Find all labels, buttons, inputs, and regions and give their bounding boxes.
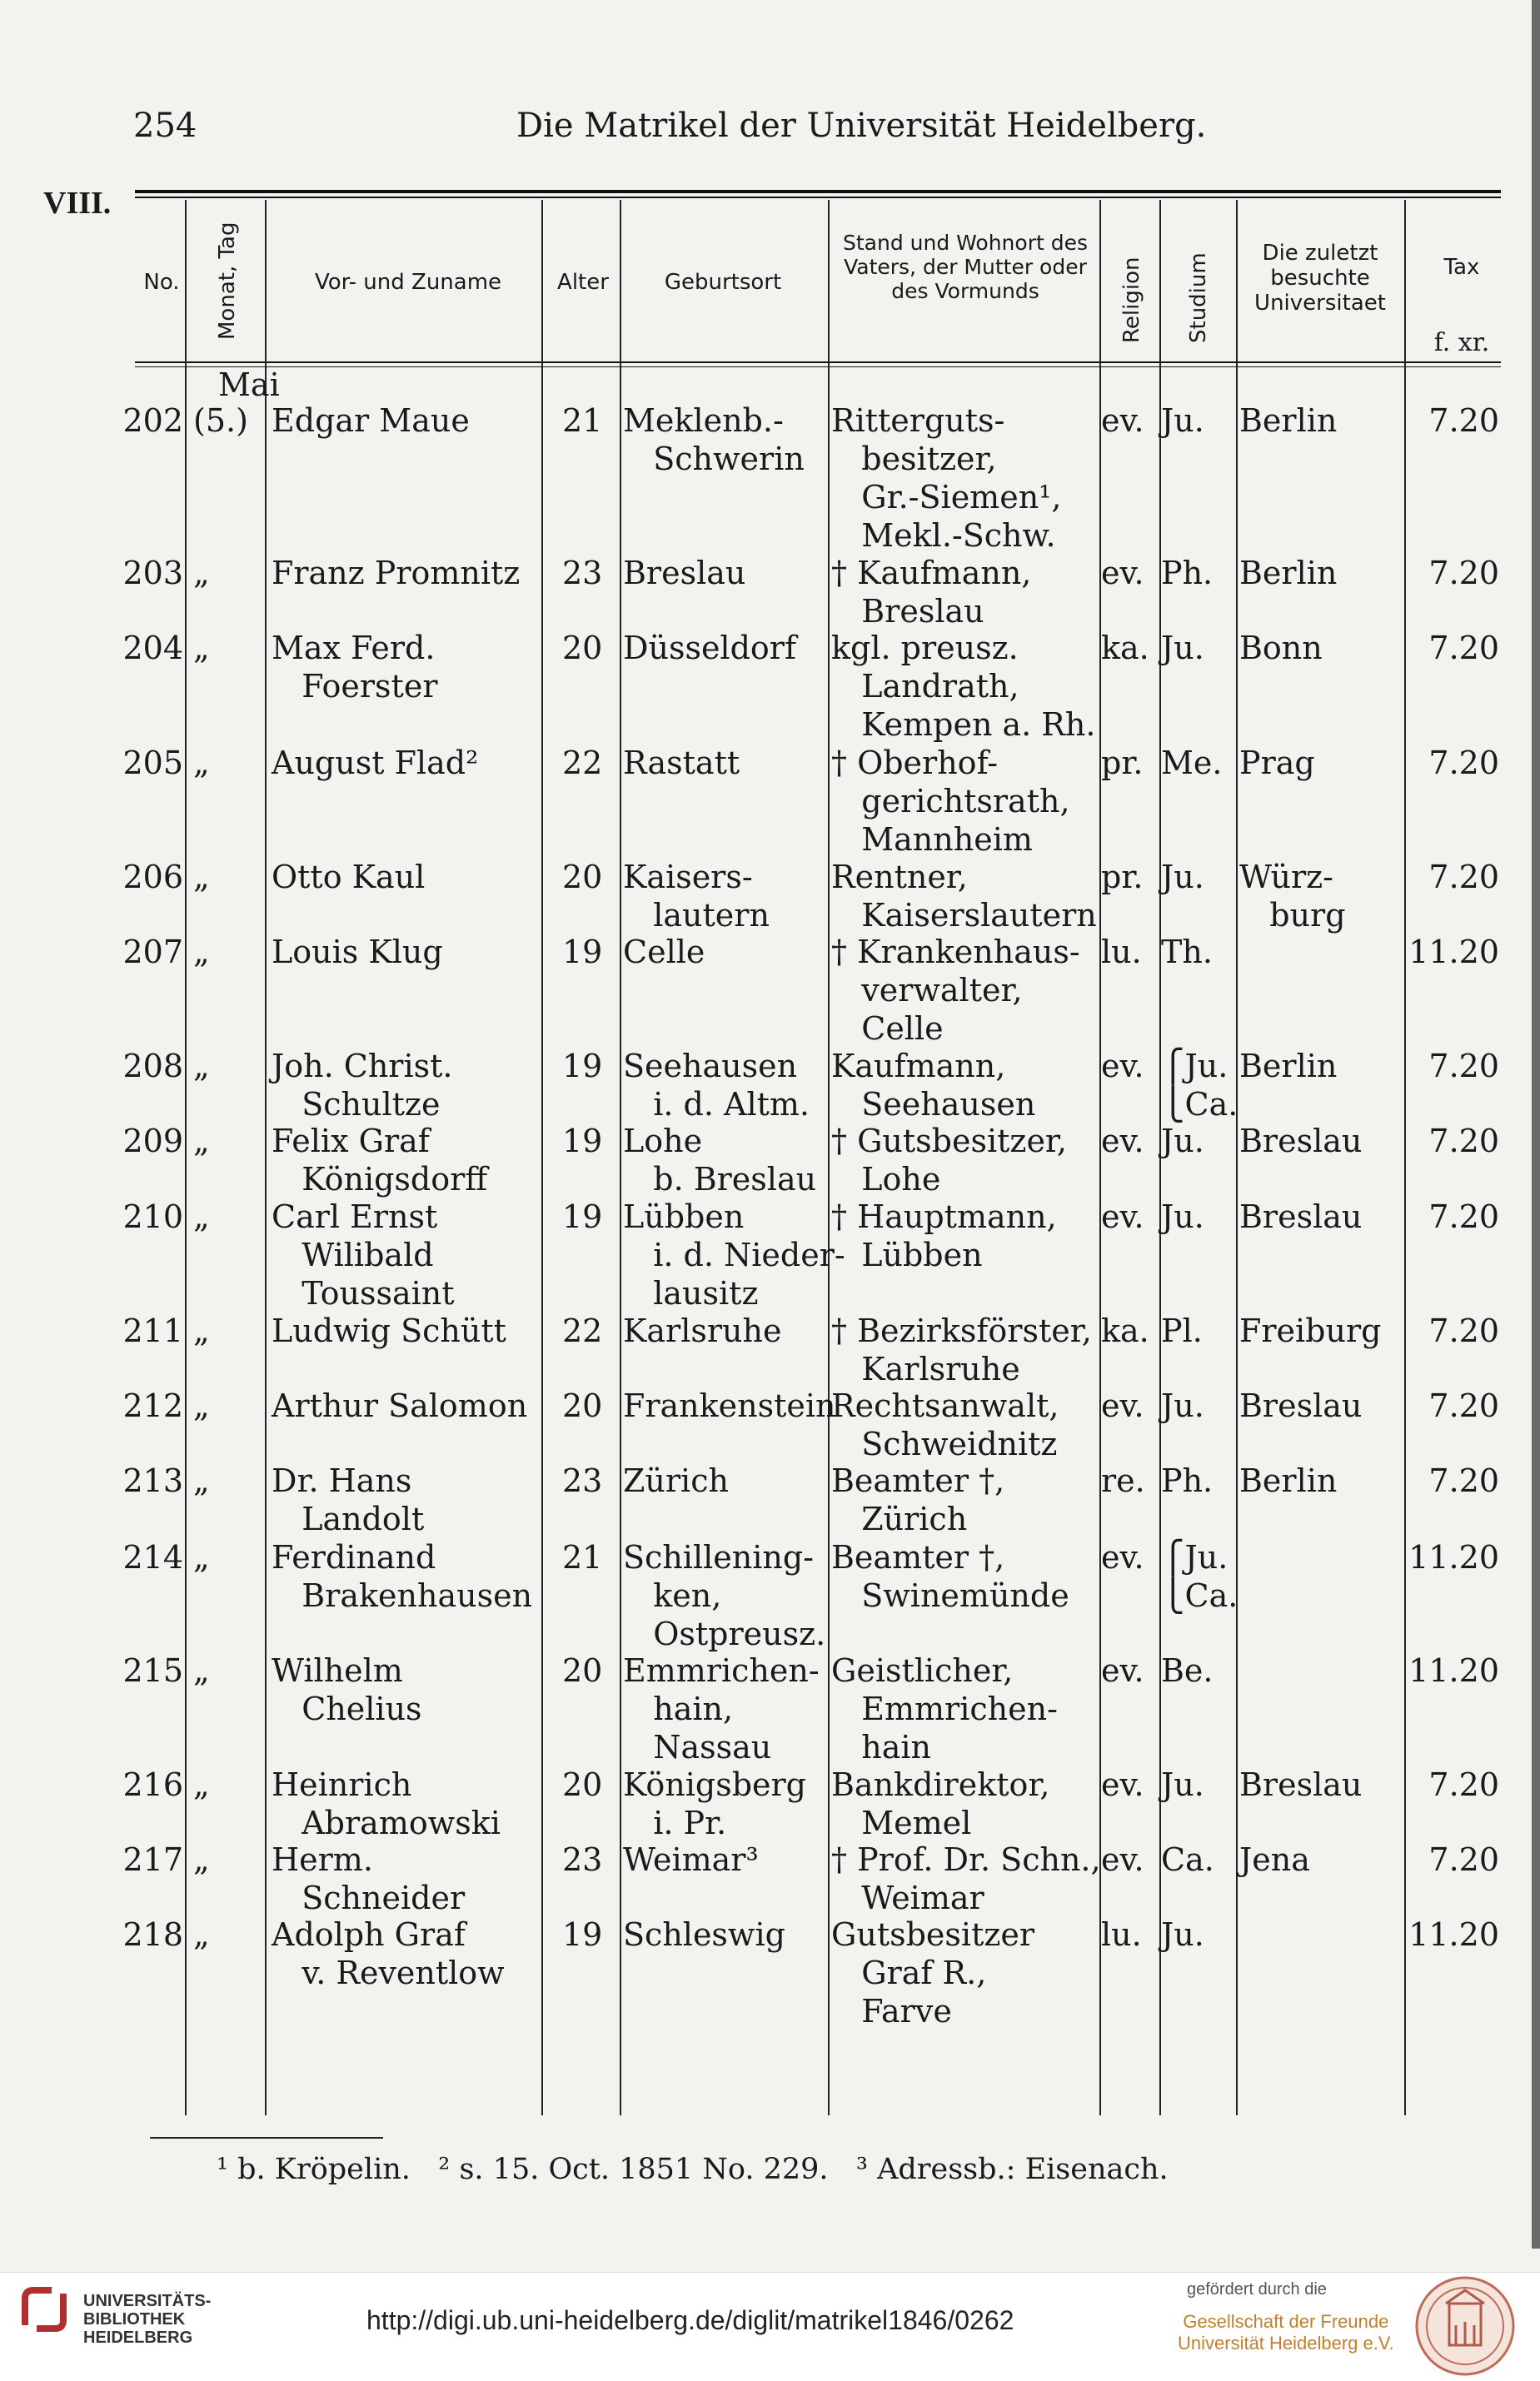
cell-age: 20 [562,859,603,895]
cell-tax: 7.20 [1428,555,1499,591]
header-religion: Religion [1119,257,1144,343]
cell-study: ⎧Ju. ⎩Ca. [1161,1048,1238,1123]
cell-birthplace: Königsberg i. Pr. [623,1766,807,1841]
cell-father: Geistlicher, Emmrichen- hain [831,1652,1058,1766]
cell-father: † Krankenhaus- verwalter, Celle [831,934,1080,1047]
cell-date: „ [193,1123,210,1159]
cell-last-university: Berlin [1239,402,1338,439]
cell-last-university: Berlin [1239,555,1338,591]
cell-tax: 7.20 [1428,1841,1499,1878]
cell-tax: 7.20 [1428,1048,1499,1084]
cell-tax: 11.20 [1408,1539,1499,1576]
cell-tax: 11.20 [1408,1916,1499,1953]
cell-no: 208 [122,1048,183,1084]
cell-birthplace: Karlsruhe [623,1313,782,1349]
volume-mark: VIII. [43,186,112,221]
cell-birthplace: Celle [623,934,705,970]
cell-tax: 7.20 [1428,1462,1499,1499]
cell-study: Pl. [1161,1313,1203,1349]
cell-age: 23 [562,555,603,591]
cell-no: 212 [122,1387,183,1424]
cell-father: Rentner, Kaiserslautern [831,859,1097,934]
society-name: Gesellschaft der Freunde Universität Heidelberg e.V. [1178,2311,1394,2354]
cell-name: Felix Graf Königsdorff [272,1123,488,1198]
cell-no: 205 [122,745,183,781]
cell-tax: 7.20 [1428,1313,1499,1349]
cell-father: † Bezirksförster, Karlsruhe [831,1313,1092,1387]
cell-birthplace: Breslau [623,555,746,591]
cell-study: Ph. [1161,1462,1214,1499]
cell-religion: ev. [1101,1048,1144,1084]
cell-study: Me. [1161,745,1223,781]
cell-study: Ju. [1161,859,1204,895]
cell-no: 206 [122,859,183,895]
cell-last-university: Berlin [1239,1048,1338,1084]
cell-last-university: Freiburg [1239,1313,1382,1349]
cell-birthplace: Zürich [623,1462,729,1499]
cell-tax: 7.20 [1428,1766,1499,1803]
cell-father: † Gutsbesitzer, Lohe [831,1123,1067,1198]
cell-age: 19 [562,1123,603,1159]
footnotes: ¹ b. Kröpelin. ² s. 15. Oct. 1851 No. 229. ³ Adressb.: Eisenach. [217,2153,1169,2186]
cell-religion: pr. [1101,745,1144,781]
page-number: 254 [133,107,197,145]
cell-age: 21 [562,402,603,439]
cell-last-university: Breslau [1239,1123,1363,1159]
cell-tax: 7.20 [1428,402,1499,439]
cell-age: 19 [562,934,603,970]
cell-tax: 7.20 [1428,745,1499,781]
cell-study: Ph. [1161,555,1214,591]
cell-father: † Prof. Dr. Schn., Weimar [831,1841,1101,1916]
cell-religion: ev. [1101,1539,1144,1576]
cell-no: 215 [122,1652,183,1689]
source-url[interactable]: http://digi.ub.uni-heidelberg.de/diglit/matrikel1846/0262 [366,2305,1014,2335]
cell-age: 19 [562,1916,603,1953]
header-rule-thin [135,366,1501,367]
cell-tax: 7.20 [1428,859,1499,895]
funded-by-label: gefördert durch die [1187,2280,1327,2299]
cell-no: 203 [122,555,183,591]
cell-name: Ferdinand Brakenhausen [272,1539,533,1614]
cell-date: „ [193,1916,210,1953]
top-rule [135,190,1501,193]
cell-name: Dr. Hans Landolt [272,1462,425,1537]
cell-birthplace: Lohe b. Breslau [623,1123,817,1198]
month-label: Mai [218,366,280,403]
cell-date: „ [193,1539,210,1576]
cell-last-university: Berlin [1239,1462,1338,1499]
cell-tax: 11.20 [1408,934,1499,970]
cell-religion: ev. [1101,1387,1144,1424]
cell-father: Rechtsanwalt, Schweidnitz [831,1387,1059,1462]
cell-religion: ev. [1101,1652,1144,1689]
cell-religion: ev. [1101,1841,1144,1878]
cell-no: 216 [122,1766,183,1803]
cell-date: „ [193,555,210,591]
cell-study: ⎧Ju. ⎩Ca. [1161,1539,1238,1614]
cell-father: Beamter †, Zürich [831,1462,1005,1537]
cell-father: † Kaufmann, Breslau [831,555,1032,630]
col-line [828,200,830,2115]
cell-religion: lu. [1101,934,1142,970]
top-rule-thin [135,197,1501,198]
cell-name: Adolph Graf v. Reventlow [272,1916,505,1991]
cell-date: „ [193,1462,210,1499]
cell-father: † Hauptmann, Lübben [831,1198,1057,1273]
cell-age: 19 [562,1198,603,1235]
cell-name: Otto Kaul [272,859,426,895]
cell-date: (5.) [193,402,248,439]
cell-date: „ [193,1198,210,1235]
header-rule [135,361,1501,363]
header-no: No. [143,270,180,295]
cell-name: August Flad² [272,745,479,781]
cell-no: 207 [122,934,183,970]
cell-study: Ca. [1161,1841,1214,1878]
cell-birthplace: Seehausen i. d. Altm. [623,1048,810,1123]
cell-name: Wilhelm Chelius [272,1652,422,1727]
header-age: Alter [557,270,609,295]
cell-no: 210 [122,1198,183,1235]
cell-study: Ju. [1161,1916,1204,1953]
cell-tax: 7.20 [1428,1123,1499,1159]
cell-birthplace: Weimar³ [623,1841,759,1878]
cell-name: Carl Ernst Wilibald Toussaint [272,1198,455,1312]
header-father: Stand und Wohnort des Vaters, der Mutter oder des Vormunds [843,231,1088,303]
cell-religion: pr. [1101,859,1144,895]
cell-last-university: Bonn [1239,630,1323,666]
cell-no: 217 [122,1841,183,1878]
header-tax: Tax [1443,255,1480,280]
cell-last-university: Breslau [1239,1387,1363,1424]
library-logo-icon [18,2284,70,2335]
cell-father: Beamter †, Swinemünde [831,1539,1069,1614]
cell-no: 214 [122,1539,183,1576]
header-name: Vor- und Zuname [314,270,502,295]
cell-study: Ju. [1161,1387,1204,1424]
cell-no: 209 [122,1123,183,1159]
cell-father: Ritterguts- besitzer, Gr.-Siemen¹, Mekl.-Schw. [831,402,1062,554]
cell-name: Ludwig Schütt [272,1313,506,1349]
cell-tax: 11.20 [1408,1652,1499,1689]
header-study: Studium [1186,252,1211,343]
cell-no: 218 [122,1916,183,1953]
cell-last-university: Breslau [1239,1198,1363,1235]
cell-name: Louis Klug [272,934,443,970]
header-last-university: Die zuletzt besuchte Universitaet [1254,241,1386,316]
header-birthplace: Geburtsort [664,270,782,295]
cell-date: „ [193,934,210,970]
cell-study: Th. [1161,934,1213,970]
cell-name: Heinrich Abramowski [272,1766,501,1841]
cell-last-university: Jena [1239,1841,1310,1878]
cell-no: 213 [122,1462,183,1499]
cell-last-university: Breslau [1239,1766,1363,1803]
header-tax-unit: f. xr. [1433,328,1490,357]
cell-father: Bankdirektor, Memel [831,1766,1050,1841]
cell-study: Ju. [1161,1123,1204,1159]
cell-date: „ [193,1841,210,1878]
cell-father: Gutsbesitzer Graf R., Farve [831,1916,1035,2030]
cell-age: 20 [562,1766,603,1803]
col-line [1404,200,1406,2115]
cell-tax: 7.20 [1428,1198,1499,1235]
cell-tax: 7.20 [1428,1387,1499,1424]
cell-study: Be. [1161,1652,1214,1689]
cell-date: „ [193,745,210,781]
cell-religion: re. [1101,1462,1145,1499]
cell-birthplace: Schleswig [623,1916,785,1953]
cell-religion: ka. [1101,1313,1149,1349]
cell-birthplace: Düsseldorf [623,630,797,666]
cell-age: 23 [562,1841,603,1878]
cell-age: 22 [562,1313,603,1349]
col-line [541,200,543,2115]
cell-birthplace: Frankenstein [623,1387,836,1424]
cell-name: Joh. Christ. Schultze [272,1048,453,1123]
cell-birthplace: Schillening- ken, Ostpreusz. [623,1539,826,1652]
cell-birthplace: Emmrichen- hain, Nassau [623,1652,820,1766]
cell-age: 22 [562,745,603,781]
header-month-day: Monat, Tag [215,222,240,340]
col-line [265,200,267,2115]
university-seal-icon [1414,2275,1516,2377]
cell-study: Ju. [1161,402,1204,439]
cell-birthplace: Rastatt [623,745,740,781]
col-line [185,200,187,2115]
cell-religion: ev. [1101,1766,1144,1803]
cell-study: Ju. [1161,630,1204,666]
cell-name: Edgar Maue [272,402,470,439]
cell-birthplace: Kaisers- lautern [623,859,770,934]
cell-name: Franz Promnitz [272,555,521,591]
cell-religion: ev. [1101,402,1144,439]
cell-date: „ [193,630,210,666]
cell-date: „ [193,1048,210,1084]
cell-father: kgl. preusz. Landrath, Kempen a. Rh. [831,630,1096,743]
cell-father: † Oberhof- gerichtsrath, Mannheim [831,745,1070,858]
cell-name: Herm. Schneider [272,1841,466,1916]
running-title: Die Matrikel der Universität Heidelberg. [516,107,1207,145]
cell-no: 202 [122,402,183,439]
cell-religion: ka. [1101,630,1149,666]
cell-date: „ [193,1766,210,1803]
cell-date: „ [193,1652,210,1689]
cell-age: 23 [562,1462,603,1499]
cell-date: „ [193,1387,210,1424]
library-name: UNIVERSITÄTS- BIBLIOTHEK HEIDELBERG [83,2292,212,2347]
cell-father: Kaufmann, Seehausen [831,1048,1036,1123]
cell-birthplace: Lübben i. d. Nieder- lausitz [623,1198,845,1312]
cell-name: Max Ferd. Foerster [272,630,438,705]
cell-date: „ [193,859,210,895]
col-line [1236,200,1238,2115]
cell-study: Ju. [1161,1766,1204,1803]
cell-date: „ [193,1313,210,1349]
cell-religion: ev. [1101,1123,1144,1159]
footnote-rule [150,2137,383,2139]
cell-name: Arthur Salomon [272,1387,528,1424]
cell-no: 211 [122,1313,183,1349]
cell-age: 20 [562,630,603,666]
cell-no: 204 [122,630,183,666]
cell-religion: ev. [1101,1198,1144,1235]
cell-age: 20 [562,1652,603,1689]
cell-last-university: Würz- burg [1239,859,1346,934]
scan-edge [1532,0,1540,2249]
cell-study: Ju. [1161,1198,1204,1235]
cell-religion: lu. [1101,1916,1142,1953]
cell-last-university: Prag [1239,745,1315,781]
cell-religion: ev. [1101,555,1144,591]
cell-age: 21 [562,1539,603,1576]
cell-age: 19 [562,1048,603,1084]
cell-birthplace: Meklenb.- Schwerin [623,402,805,477]
cell-age: 20 [562,1387,603,1424]
cell-tax: 7.20 [1428,630,1499,666]
